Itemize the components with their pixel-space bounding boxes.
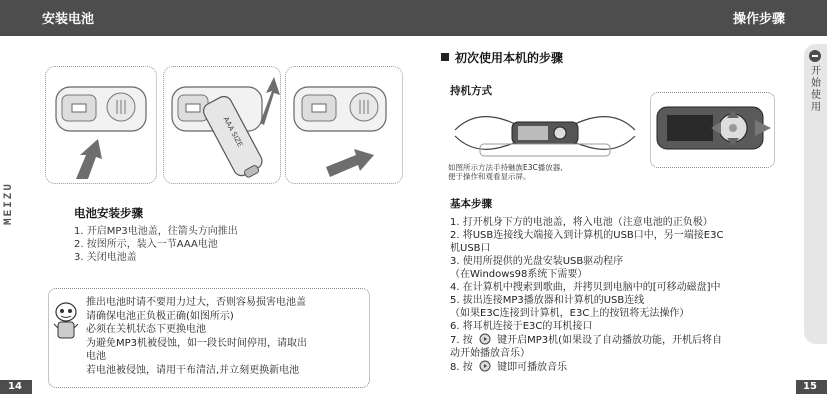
battery-label: AAA SIZE [221, 115, 245, 149]
illustration-open-cover [45, 66, 157, 184]
page-number-right: 15 [795, 380, 827, 394]
basic-step: 5. 拔出连接MP3播放器和计算机的USB连线 [450, 295, 645, 306]
note-line: 必须在关机状态下更换电池 [86, 324, 206, 335]
first-use-title [441, 49, 563, 66]
battery-install-title: 电池安装步骤 [74, 206, 143, 220]
basic-step: 2. 将USB连接线大端接入到计算机的USB口中，另一端接E3C [450, 230, 724, 241]
note-line: 为避免MP3机被侵蚀，如一段长时间停用，请取出 [86, 337, 308, 349]
basic-step: （在Windows98系统下需要） [450, 269, 588, 280]
basic-step: 动开始播放音乐） [450, 348, 530, 359]
open-cover-icon [46, 67, 158, 185]
insert-battery-icon [164, 67, 282, 185]
battery-step: 1. 开启MP3电池盖，往箭头方向推出 [74, 226, 238, 237]
basic-step-8-tail: 键即可播放音乐 [497, 362, 568, 373]
battery-step: 2. 按图所示，装入一节AAA电池 [74, 239, 218, 250]
brand-logo: MEIZU [3, 182, 15, 226]
caution-notes [86, 296, 307, 377]
first-use-title-text: 初次使用本机的步骤 [455, 51, 564, 65]
basic-step: 4. 在计算机中搜索到歌曲，并拷贝到电脑中的[可移动磁盘]中 [450, 282, 721, 293]
basic-steps [450, 216, 723, 374]
right-page-title: 操作步骤 [732, 12, 785, 27]
page-header [0, 0, 827, 36]
hands-holding-player-icon [450, 100, 640, 160]
battery-step: 3. 关闭电池盖 [74, 252, 137, 263]
section-tab-label: 开始使用 [811, 66, 821, 113]
hold-caption [448, 163, 563, 181]
basic-step-8-lead: 8. 按 [450, 362, 473, 373]
basic-step: 1. 打开机身下方的电池盖，将入电池（注意电池的正负极） [450, 217, 713, 228]
basic-step: 6. 将耳机连接于E3C的耳机接口 [450, 321, 593, 332]
player-controls-icon [651, 93, 774, 167]
illustration-insert-battery [163, 66, 281, 184]
note-line: 推出电池时请不要用力过大，否则容易损害电池盖 [86, 297, 306, 308]
left-page-title: 安装电池 [42, 12, 95, 27]
note-line: 请确保电池正负极正确(如图所示) [86, 310, 234, 322]
hold-caption-line: 如图所示方法手持魅族E3C播放器, [448, 163, 563, 172]
basic-step-7 [450, 333, 723, 347]
basic-step-7-lead: 7. 按 [450, 335, 473, 346]
battery-illustrations [45, 66, 405, 184]
basic-step: （如果E3C连接到计算机，E3C上的按钮将无法操作） [450, 308, 690, 319]
note-line: 若电池被侵蚀，请用干布清洁,并立刻更换新电池 [86, 364, 300, 376]
page-number-left: 14 [0, 380, 32, 394]
hold-caption-line: 便于操作和观看显示屏。 [448, 172, 531, 181]
mascot-icon [52, 300, 80, 340]
illustration-close-cover [285, 66, 403, 184]
play-button-icon [479, 333, 491, 345]
basic-step: 3. 使用所提供的光盘安装USB驱动程序 [450, 256, 624, 267]
play-button-icon [479, 360, 491, 372]
basic-step-7-tail: 键开启MP3机(如果设了自动播放功能，开机后将自 [497, 335, 723, 346]
tab-minus-icon [809, 50, 821, 62]
hold-method-title: 持机方式 [450, 85, 492, 97]
basic-step: 机USB口 [450, 243, 491, 254]
note-line: 电池 [86, 351, 106, 362]
basic-step-8 [450, 360, 723, 374]
basic-steps-title: 基本步骤 [450, 198, 492, 210]
player-closeup [650, 92, 775, 168]
battery-install-steps [74, 225, 238, 264]
square-bullet-icon [441, 53, 449, 61]
close-cover-icon [286, 67, 404, 185]
